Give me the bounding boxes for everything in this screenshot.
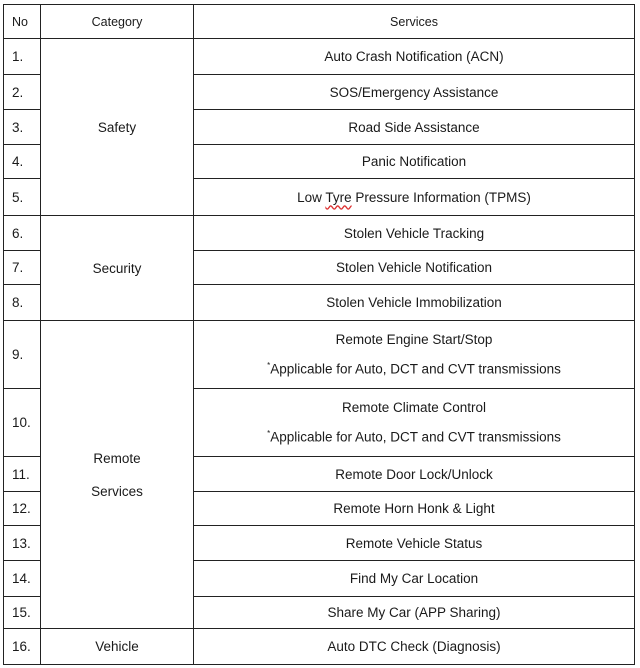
service-cell: Road Side Assistance xyxy=(194,110,635,145)
row-number: 4. xyxy=(4,145,41,179)
service-note xyxy=(194,361,634,377)
row-number: 6. xyxy=(4,216,41,251)
service-cell: Find My Car Location xyxy=(194,561,635,597)
table-row xyxy=(4,39,635,75)
row-number: 1. xyxy=(4,39,41,75)
row-number: 5. xyxy=(4,179,41,216)
service-cell xyxy=(194,321,635,389)
service-cell xyxy=(194,179,635,216)
service-text-suffix: Pressure Information (TPMS) xyxy=(351,189,531,205)
category-vehicle: Vehicle xyxy=(41,629,194,665)
service-cell: Share My Car (APP Sharing) xyxy=(194,597,635,629)
service-cell: Stolen Vehicle Immobilization xyxy=(194,285,635,321)
row-number: 14. xyxy=(4,561,41,597)
row-number: 15. xyxy=(4,597,41,629)
service-cell: Stolen Vehicle Tracking xyxy=(194,216,635,251)
row-number: 11. xyxy=(4,457,41,492)
category-safety: Safety xyxy=(41,39,194,216)
service-cell: Stolen Vehicle Notification xyxy=(194,251,635,285)
header-category: Category xyxy=(41,5,194,39)
category-remote-services xyxy=(41,321,194,629)
category-security: Security xyxy=(41,216,194,321)
table-row xyxy=(4,216,635,251)
spellcheck-flagged-word: Tyre xyxy=(325,189,352,205)
service-cell: Panic Notification xyxy=(194,145,635,179)
row-number: 3. xyxy=(4,110,41,145)
category-label-line: Services xyxy=(91,483,143,499)
service-cell: Auto DTC Check (Diagnosis) xyxy=(194,629,635,665)
category-label-line: Remote xyxy=(93,450,141,466)
service-cell: Remote Door Lock/Unlock xyxy=(194,457,635,492)
header-row xyxy=(4,5,635,39)
row-number: 13. xyxy=(4,526,41,561)
service-cell xyxy=(194,389,635,457)
services-table xyxy=(3,4,635,665)
row-number: 2. xyxy=(4,75,41,110)
note-asterisk: * xyxy=(267,429,271,439)
row-number: 12. xyxy=(4,492,41,526)
service-cell: Remote Horn Honk & Light xyxy=(194,492,635,526)
note-text: Applicable for Auto, DCT and CVT transmissions xyxy=(270,429,561,445)
row-number: 10. xyxy=(4,389,41,457)
table-row xyxy=(4,629,635,665)
service-title: Remote Engine Start/Stop xyxy=(335,332,493,348)
service-title: Remote Climate Control xyxy=(341,400,487,416)
service-text-prefix: Low xyxy=(297,189,326,205)
service-cell: Auto Crash Notification (ACN) xyxy=(194,39,635,75)
note-asterisk: * xyxy=(267,361,271,371)
note-text: Applicable for Auto, DCT and CVT transmissions xyxy=(270,361,561,377)
row-number: 7. xyxy=(4,251,41,285)
header-services: Services xyxy=(194,5,635,39)
row-number: 9. xyxy=(4,321,41,389)
header-no: No xyxy=(4,5,41,39)
service-cell: Remote Vehicle Status xyxy=(194,526,635,561)
row-number: 16. xyxy=(4,629,41,665)
row-number: 8. xyxy=(4,285,41,321)
service-cell: SOS/Emergency Assistance xyxy=(194,75,635,110)
service-note xyxy=(194,429,634,445)
table-row xyxy=(4,321,635,389)
